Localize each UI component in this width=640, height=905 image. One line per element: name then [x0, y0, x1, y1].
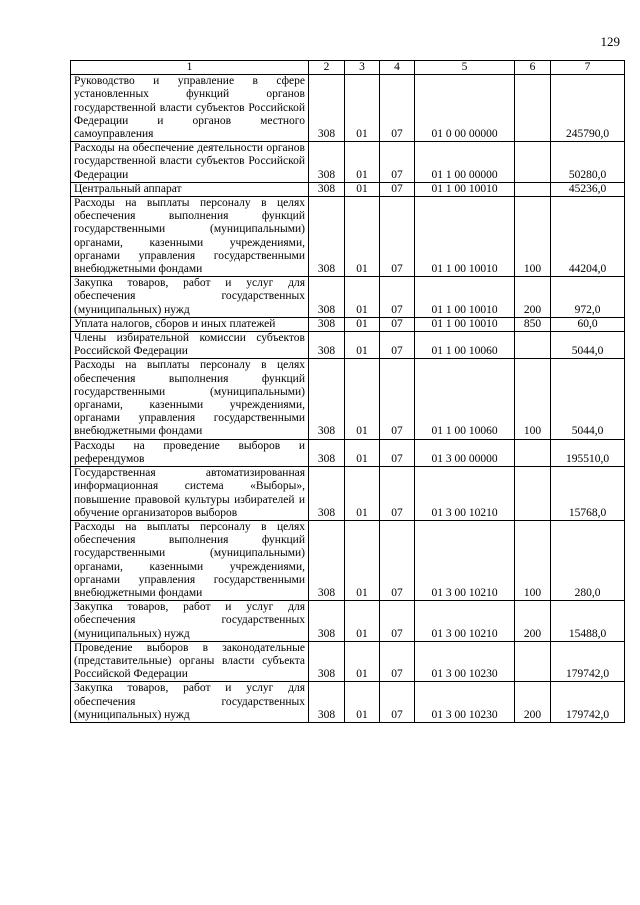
subsection-code-cell: 07 [380, 359, 415, 439]
subsection-code-cell: 07 [380, 332, 415, 359]
section-code-cell: 01 [345, 467, 380, 521]
expense-type-cell [515, 142, 551, 183]
table-row [71, 142, 625, 183]
amount-cell: 50280,0 [551, 142, 625, 183]
ministry-code-cell: 308 [309, 682, 345, 723]
table-row [71, 467, 625, 521]
amount-cell: 15488,0 [551, 601, 625, 642]
row-name-cell: Члены избирательной комиссии субъектов Российской Федерации [71, 332, 309, 359]
table-row [71, 641, 625, 682]
row-name-cell: Руководство и управление в сфере установленных функций органов государственной власти субъектов Российской Федерации и органов местного самоуправления [71, 75, 309, 142]
row-name-cell: Закупка товаров, работ и услуг для обеспечения государственных (муниципальных) нужд [71, 601, 309, 642]
table-row [71, 277, 625, 318]
expense-type-cell: 850 [515, 317, 551, 331]
amount-cell: 179742,0 [551, 682, 625, 723]
ministry-code-cell: 308 [309, 142, 345, 183]
expense-type-cell: 100 [515, 359, 551, 439]
subsection-code-cell: 07 [380, 75, 415, 142]
ministry-code-cell: 308 [309, 197, 345, 277]
ministry-code-cell: 308 [309, 317, 345, 331]
section-code-cell: 01 [345, 317, 380, 331]
amount-cell: 280,0 [551, 520, 625, 600]
table-row [71, 75, 625, 142]
section-code-cell: 01 [345, 682, 380, 723]
row-name-cell: Центральный аппарат [71, 182, 309, 196]
header-col-1: 1 [71, 61, 309, 75]
target-article-cell: 01 3 00 10210 [415, 467, 515, 521]
subsection-code-cell: 07 [380, 520, 415, 600]
header-col-6: 6 [515, 61, 551, 75]
section-code-cell: 01 [345, 197, 380, 277]
table-row [71, 332, 625, 359]
amount-cell: 179742,0 [551, 641, 625, 682]
subsection-code-cell: 07 [380, 467, 415, 521]
target-article-cell: 01 1 00 10060 [415, 359, 515, 439]
expense-type-cell [515, 641, 551, 682]
subsection-code-cell: 07 [380, 277, 415, 318]
target-article-cell: 01 1 00 10010 [415, 317, 515, 331]
amount-cell: 972,0 [551, 277, 625, 318]
subsection-code-cell: 07 [380, 182, 415, 196]
row-name-cell: Расходы на обеспечение деятельности органов государственной власти субъектов Российской Федерации [71, 142, 309, 183]
section-code-cell: 01 [345, 359, 380, 439]
target-article-cell: 01 0 00 00000 [415, 75, 515, 142]
amount-cell: 5044,0 [551, 332, 625, 359]
ministry-code-cell: 308 [309, 520, 345, 600]
target-article-cell: 01 3 00 10230 [415, 641, 515, 682]
page-number: 129 [600, 34, 620, 49]
amount-cell: 60,0 [551, 317, 625, 331]
ministry-code-cell: 308 [309, 75, 345, 142]
ministry-code-cell: 308 [309, 277, 345, 318]
ministry-code-cell: 308 [309, 467, 345, 521]
target-article-cell: 01 1 00 10060 [415, 332, 515, 359]
amount-cell: 5044,0 [551, 359, 625, 439]
table-row [71, 197, 625, 277]
target-article-cell: 01 3 00 10210 [415, 520, 515, 600]
ministry-code-cell: 308 [309, 641, 345, 682]
row-name-cell: Расходы на проведение выборов и референдумов [71, 439, 309, 466]
expense-type-cell [515, 467, 551, 521]
target-article-cell: 01 3 00 00000 [415, 439, 515, 466]
amount-cell: 15768,0 [551, 467, 625, 521]
expense-type-cell [515, 182, 551, 196]
section-code-cell: 01 [345, 439, 380, 466]
expense-type-cell [515, 439, 551, 466]
ministry-code-cell: 308 [309, 359, 345, 439]
amount-cell: 44204,0 [551, 197, 625, 277]
table-row [71, 601, 625, 642]
section-code-cell: 01 [345, 520, 380, 600]
header-col-7: 7 [551, 61, 625, 75]
row-name-cell: Уплата налогов, сборов и иных платежей [71, 317, 309, 331]
target-article-cell: 01 3 00 10230 [415, 682, 515, 723]
subsection-code-cell: 07 [380, 317, 415, 331]
header-row [71, 61, 625, 75]
row-name-cell: Закупка товаров, работ и услуг для обеспечения государственных (муниципальных) нужд [71, 277, 309, 318]
ministry-code-cell: 308 [309, 601, 345, 642]
expense-type-cell: 200 [515, 601, 551, 642]
table-row [71, 359, 625, 439]
table-row [71, 682, 625, 723]
subsection-code-cell: 07 [380, 682, 415, 723]
amount-cell: 45236,0 [551, 182, 625, 196]
section-code-cell: 01 [345, 641, 380, 682]
header-col-2: 2 [309, 61, 345, 75]
amount-cell: 195510,0 [551, 439, 625, 466]
header-col-4: 4 [380, 61, 415, 75]
expense-type-cell [515, 332, 551, 359]
ministry-code-cell: 308 [309, 332, 345, 359]
target-article-cell: 01 1 00 10010 [415, 182, 515, 196]
section-code-cell: 01 [345, 75, 380, 142]
table-row [71, 182, 625, 196]
amount-cell: 245790,0 [551, 75, 625, 142]
section-code-cell: 01 [345, 332, 380, 359]
row-name-cell: Расходы на выплаты персоналу в целях обеспечения выполнения функций государственными (муниципальными) органами, казенными учреждениями, органами управления государственными внебюджетными фондами [71, 520, 309, 600]
section-code-cell: 01 [345, 277, 380, 318]
row-name-cell: Расходы на выплаты персоналу в целях обеспечения выполнения функций государственными (муниципальными) органами, казенными учреждениями, органами управления государственными внебюджетными фондами [71, 197, 309, 277]
expense-type-cell: 200 [515, 682, 551, 723]
expense-type-cell [515, 75, 551, 142]
expense-type-cell: 100 [515, 197, 551, 277]
subsection-code-cell: 07 [380, 641, 415, 682]
target-article-cell: 01 3 00 10210 [415, 601, 515, 642]
table-row [71, 317, 625, 331]
expense-type-cell: 200 [515, 277, 551, 318]
header-col-3: 3 [345, 61, 380, 75]
target-article-cell: 01 1 00 10010 [415, 197, 515, 277]
section-code-cell: 01 [345, 142, 380, 183]
row-name-cell: Государственная автоматизированная информационная система «Выборы», повышение правовой культуры избирателей и обучение организаторов выборов [71, 467, 309, 521]
ministry-code-cell: 308 [309, 182, 345, 196]
target-article-cell: 01 1 00 10010 [415, 277, 515, 318]
row-name-cell: Проведение выборов в законодательные (представительные) органы власти субъекта Российской Федерации [71, 641, 309, 682]
subsection-code-cell: 07 [380, 601, 415, 642]
section-code-cell: 01 [345, 601, 380, 642]
row-name-cell: Закупка товаров, работ и услуг для обеспечения государственных (муниципальных) нужд [71, 682, 309, 723]
expense-type-cell: 100 [515, 520, 551, 600]
target-article-cell: 01 1 00 00000 [415, 142, 515, 183]
table-row [71, 520, 625, 600]
subsection-code-cell: 07 [380, 439, 415, 466]
ministry-code-cell: 308 [309, 439, 345, 466]
table-row [71, 439, 625, 466]
header-col-5: 5 [415, 61, 515, 75]
row-name-cell: Расходы на выплаты персоналу в целях обеспечения выполнения функций государственными (муниципальными) органами, казенными учреждениями, органами управления государственными внебюджетными фондами [71, 359, 309, 439]
subsection-code-cell: 07 [380, 197, 415, 277]
budget-table [70, 60, 625, 723]
section-code-cell: 01 [345, 182, 380, 196]
subsection-code-cell: 07 [380, 142, 415, 183]
